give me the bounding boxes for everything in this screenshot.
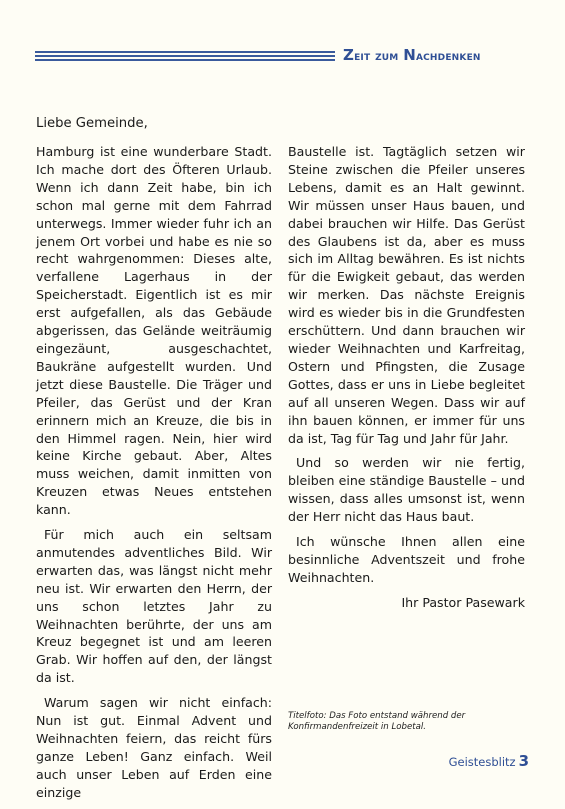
signature: Ihr Pastor Pasewark [401, 594, 525, 610]
paragraph: Für mich auch ein seltsam anmutendes adventliches Bild. Wir erwarten das, was längst nicht mehr neu ist. Wir erwarten den Herrn, der uns schon letztes Jahr zu Weihnachten berührte, der uns am Kreuz begegnet ist und am leeren Grab. Wir hoffen auf den, der längst da ist. [36, 527, 272, 686]
section-title: Zeit zum Nachdenken [343, 46, 481, 64]
paragraph: Baustelle ist. Tagtäglich setzen wir Steine zwischen die Pfeiler unseres Lebens, damit es an Halt gewinnt. Wir müssen unser Haus bauen, und dabei brauchen wir Hilfe. Das Gerüst des Glaubens ist da, aber es muss sich im Alltag bewähren. Es ist nichts für die Ewigkeit gebaut, das werden wir merken. Das nächste Ereignis wird es wieder bis in die Grundfesten erschüttern. Und dann brauchen wir wieder Weihnachten und Karfreitag, Ostern und Pfingsten, die Zusage Gottes, dass er uns in Liebe begleitet auf all unseren Wegen. Dass wir auf ihn bauen können, er immer für uns da ist, Tag für Tag und Jahr für Jahr. [288, 144, 525, 446]
header-rule [35, 51, 335, 62]
left-column [36, 143, 272, 809]
paragraph: Hamburg ist eine wunderbare Stadt. Ich mache dort des Öfteren Urlaub. Wenn ich dann Zeit habe, bin ich schon mal gerne mit dem Fahrrad unterwegs. Immer wieder fuhr ich an jenem Ort vorbei und habe es nie so recht wahrgenommen: Dieses alte, verfallene Lagerhaus in der Speicherstadt. Eigentlich ist es mir erst aufgefallen, als das Gebäude abgerissen, das Gelände weiträumig eingezäunt, ausgeschachtet, Baukräne aufgestellt wurden. Und jetzt diese Baustelle. Die Träger und Pfeiler, das Gerüst und der Kran erinnern mich an Kreuze, die bis in den Himmel ragen. Nein, hier wird keine Kirche gebaut. Aber, Altes muss weichen, damit inmitten von Kreuzen etwas Neues entstehen kann. [36, 144, 272, 518]
salutation: Liebe Gemeinde, [36, 116, 148, 131]
page-footer [449, 751, 529, 770]
photo-caption: Titelfoto: Das Foto entstand während der Konfirmandenfreizeit in Lobetal. [288, 711, 466, 732]
paragraph: Ich wünsche Ihnen allen eine besinnliche Adventszeit und frohe Weihnachten. [288, 534, 525, 585]
paragraph: Und so werden wir nie fertig, bleiben eine ständige Baustelle – und wissen, dass alles umsonst ist, wenn der Herr nicht das Haus baut. [288, 455, 525, 525]
publication-name: Geistesblitz [448, 755, 516, 769]
page-number: 3 [518, 752, 529, 770]
right-column [288, 143, 525, 619]
paragraph: Warum sagen wir nicht einfach: Nun ist gut. Einmal Advent und Weihnachten feiern, das reicht fürs ganze Leben! Ganz einfach. Weil auch unser Leben auf Erden eine einzige [36, 695, 272, 800]
